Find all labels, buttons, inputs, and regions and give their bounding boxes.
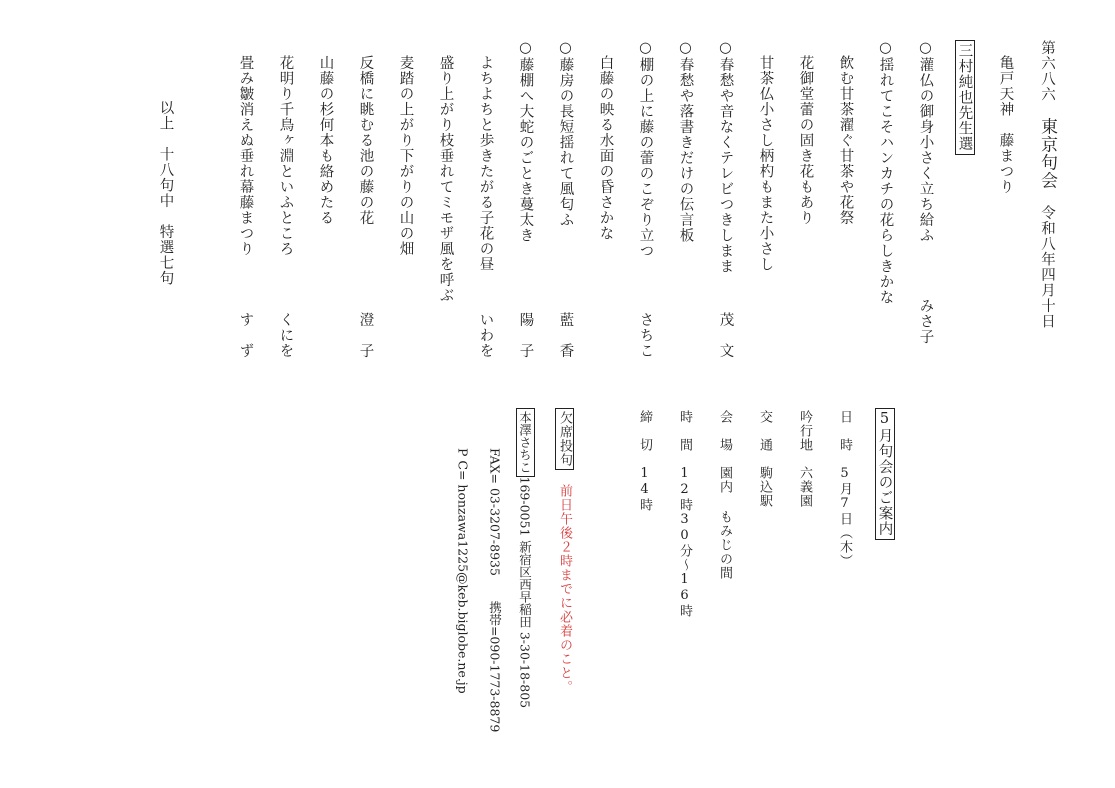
haiku-17: 花明り千鳥ヶ淵といふところ [277,55,294,257]
absence-line [558,408,571,694]
haiku-8: ○棚の上に藤の蕾のこぞり立つ [637,40,654,259]
haiku-5: 甘茶仏小さし柄杓もまた小さし [757,55,774,272]
haiku-15-author: 澄 子 [357,312,374,359]
haiku-3: 飲む甘茶濯ぐ甘茶や花祭 [837,55,854,226]
haiku-18: 畳み皺消えぬ垂れ幕藤まつり [237,55,254,257]
haiku-15: 反橋に眺むる池の藤の花 [357,55,374,226]
notice-row-date: 日 時 5月7日（木） [837,410,852,568]
haiku-1: ○灌仏の御身小さく立ち給ふ [917,40,934,243]
haiku-12-author: いわを [477,312,494,359]
venue: 亀戸天神 [997,55,1014,117]
contact-name: 本澤さちこ [516,408,535,477]
notice-row-place: 吟行地 六義園 [797,410,812,508]
haiku-17-author: くにを [277,312,294,359]
notice-row-venue: 会 場 園内 もみじの間 [717,410,732,580]
haiku-6-author: 茂 文 [717,312,734,359]
haiku-2: ○揺れてこそハンカチの花らしきかな [877,40,894,305]
haiku-11-author: 陽 子 [517,312,534,359]
haiku-11: ○藤棚へ大蛇のごとき蔓太き [517,40,534,243]
contact-email: P C= honzawa1225@keb.biglobe.ne.jp [455,448,471,694]
meeting-title: 東京句会 [1037,117,1057,190]
haiku-16: 山藤の杉何本も絡めたる [317,55,334,226]
selector-box: 三村純也先生選 [955,40,975,155]
issue-number: 第六八六 [1039,40,1055,102]
haiku-9: 白藤の映る水面の昏さかな [597,55,614,241]
venue-line [998,55,1013,195]
selector-label [957,40,972,155]
notice-row-time: 時 間 12時30分〜16時 [677,410,692,618]
haiku-13: 盛り上がり枝垂れてミモザ風を呼ぶ [437,55,454,303]
meeting-date: 令和八年四月十日 [1039,205,1055,329]
haiku-12: よちよちと歩きたがる子花の昼 [477,55,494,272]
summary-footer: 以上 十八句中 特選七句 [157,100,174,286]
issue-heading [1038,40,1055,329]
haiku-18-author: す ず [237,312,254,359]
haiku-7: ○春愁や落書きだけの伝言板 [677,40,694,243]
haiku-10: ○藤房の長短揺れて風匂ふ [557,40,574,228]
contact-address: 169-0051 新宿区西早稲田 3-30-18-805 [517,476,533,709]
absence-label: 欠席投句 [555,408,574,470]
haiku-8-author: さちこ [637,312,654,359]
contact-mobile: 携帯=090-1773-8879 [487,600,503,733]
notice-row-access: 交 通 駒込駅 [757,410,772,508]
contact-address-line [518,408,531,708]
absence-deadline: 前日午後２時までに必着のこと。 [557,484,572,694]
notice-row-deadline: 締 切 14時 [637,410,652,512]
haiku-10-author: 藍 香 [557,312,574,359]
haiku-4: 花御堂蕾の固き花もあり [797,55,814,226]
contact-fax: FAX= 03-3207-8935 [487,448,503,576]
haiku-14: 麦踏の上がり下がりの山の畑 [397,55,414,257]
notice-heading: 5月句会のご案内 [877,408,892,540]
contact-phone-line [488,448,501,732]
haiku-6: ○春愁や音なくテレビつきしまま [717,40,734,274]
haiku-1-author: みさ子 [917,298,934,345]
event-name: 藤まつり [997,132,1014,195]
